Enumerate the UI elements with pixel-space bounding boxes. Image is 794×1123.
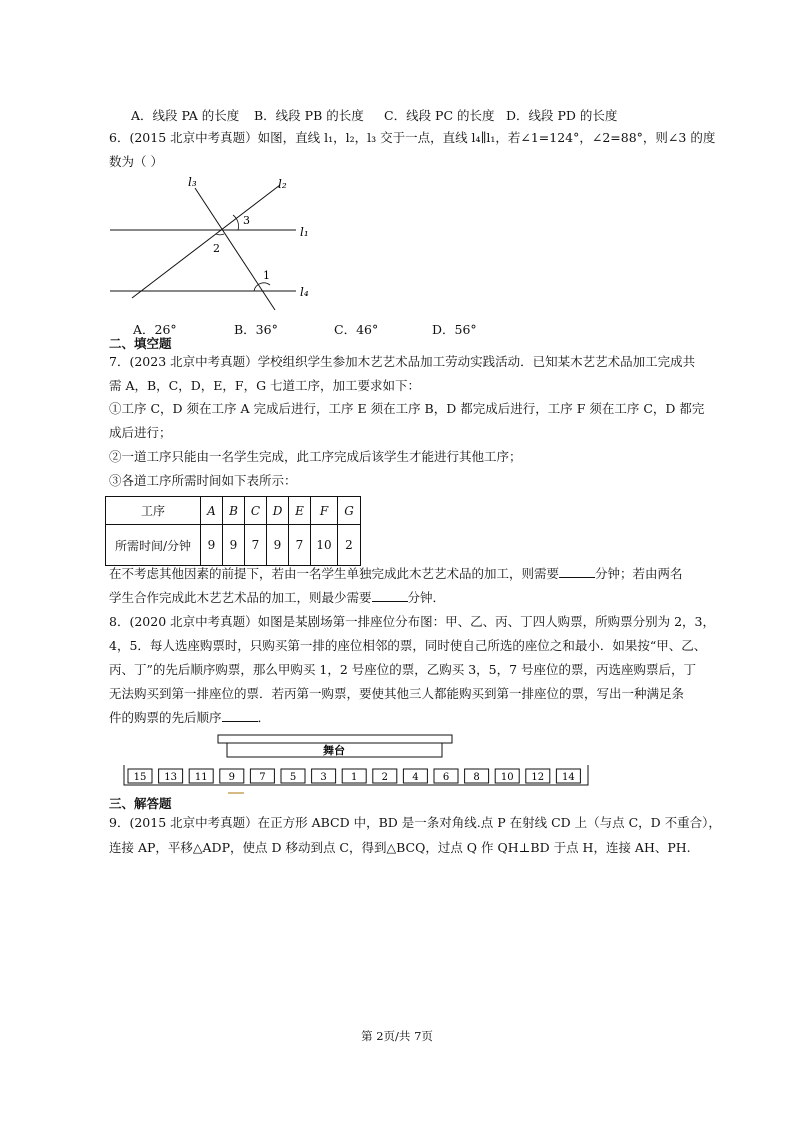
q8-text-line5-end: ． bbox=[257, 710, 271, 725]
theater-seating-figure bbox=[118, 733, 598, 803]
label-angle2: 2 bbox=[213, 242, 220, 255]
seat-number: 3 bbox=[320, 772, 327, 783]
q7-text-line6: ③各道工序所需时间如下表所示： bbox=[109, 473, 297, 488]
table-header-label: 工序 bbox=[106, 497, 201, 525]
seat-number: 9 bbox=[228, 772, 235, 783]
table-process-cell: C bbox=[245, 497, 267, 525]
seat-number: 2 bbox=[381, 772, 388, 783]
seat-number: 11 bbox=[194, 772, 208, 783]
section-3-title: 三、解答题 bbox=[109, 796, 172, 811]
table-time-cell: 7 bbox=[245, 525, 267, 566]
q5-option-c: C．线段 PC 的长度 bbox=[384, 108, 495, 123]
q7-answer-line1-text: 分钟；若由两名 bbox=[595, 566, 683, 581]
q7-text-line1: 7．(2023 北京中考真题）学校组织学生参加木艺艺术品加工劳动实践活动．已知某木艺艺术品加工完成共 bbox=[109, 354, 696, 369]
q8-text-line5 bbox=[109, 710, 270, 726]
q5-option-b: B．线段 PB 的长度 bbox=[254, 108, 364, 123]
q7-text-line3: ①工序 C，D 须在工序 A 完成后进行，工序 E 须在工序 B，D 都完成后进行，工序 F 须在工序 C，D 都完 bbox=[109, 401, 705, 416]
seat-number: 4 bbox=[412, 772, 419, 783]
answer-blank[interactable] bbox=[372, 590, 408, 602]
table-row-label: 所需时间/分钟 bbox=[106, 525, 201, 566]
q7-text-line2: 需 A，B，C，D，E，F，G 七道工序，加工要求如下： bbox=[109, 378, 421, 393]
q5-option-d: D．线段 PD 的长度 bbox=[506, 108, 618, 123]
q9-text-line1: 9．(2015 北京中考真题）在正方形 ABCD 中，BD 是一条对角线.点 P 在射线 CD 上（与点 C，D 不重合）， bbox=[109, 815, 721, 830]
q7-answer-line1 bbox=[109, 566, 683, 582]
seat-number: 5 bbox=[289, 772, 297, 783]
seat-number: 15 bbox=[133, 772, 147, 783]
stage-label: 舞台 bbox=[323, 744, 345, 757]
q7-answer-line2-text: 学生合作完成此木艺艺术品的加工，则最少需要 bbox=[109, 590, 372, 605]
q6-parallel-lines-figure bbox=[100, 170, 330, 320]
q9-text-line2: 连接 AP，平移△ADP，使点 D 移动到点 C，得到△BCQ，过点 Q 作 QH⊥BD 于点 H，连接 AH、PH. bbox=[109, 840, 691, 855]
q6-option-b: B．36° bbox=[234, 322, 278, 337]
label-angle1: 1 bbox=[263, 269, 270, 282]
label-l3: l₃ bbox=[188, 175, 197, 189]
seat-number: 12 bbox=[531, 772, 545, 783]
q6-text-line2: 数为（ ） bbox=[109, 154, 163, 169]
seat-number: 8 bbox=[473, 772, 480, 783]
table-time-cell: 9 bbox=[223, 525, 245, 566]
q8-text-line4: 无法购买到第一排座位的票．若丙第一购票，要使其他三人都能购买到第一排座位的票，写出一种满足条 bbox=[109, 686, 685, 701]
table-time-cell: 7 bbox=[289, 525, 311, 566]
answer-blank[interactable] bbox=[559, 566, 595, 578]
q8-text-line1: 8．(2020 北京中考真题）如图是某剧场第一排座位分布图：甲、乙、丙、丁四人购票，所购票分别为 2，3， bbox=[109, 614, 715, 629]
label-l2: l₂ bbox=[278, 177, 287, 191]
q6-option-a: A．26° bbox=[133, 322, 177, 337]
table-time-cell: 9 bbox=[201, 525, 223, 566]
seat-number: 13 bbox=[164, 772, 177, 783]
q7-text-line5: ②一道工序只能由一名学生完成，此工序完成后该学生才能进行其他工序； bbox=[109, 449, 522, 464]
table-process-cell: A bbox=[201, 497, 223, 525]
label-l1: l₁ bbox=[300, 225, 309, 239]
q8-text-line3: 丙、丁”的先后顺序购票，那么甲购买 1，2 号座位的票，乙购买 3，5，7 号座位的票，丙选座购票后，丁 bbox=[109, 662, 697, 677]
table-process-cell: E bbox=[289, 497, 311, 525]
table-time-cell: 10 bbox=[311, 525, 338, 566]
label-angle3: 3 bbox=[243, 214, 250, 227]
q6-option-d: D．56° bbox=[432, 322, 477, 337]
section-2-title: 二、填空题 bbox=[109, 336, 172, 351]
q6-text-line1: 6．(2015 北京中考真题）如图，直线 l₁，l₂，l₃ 交于一点，直线 l₄∥l₁，若∠1=124°，∠2=88°，则∠3 的度 bbox=[109, 130, 716, 145]
answer-blank[interactable] bbox=[222, 710, 258, 722]
seat-number: 7 bbox=[259, 772, 266, 783]
process-time-table bbox=[105, 496, 361, 566]
seat-number: 10 bbox=[500, 772, 514, 783]
table-process-cell: F bbox=[311, 497, 338, 525]
seat-number: 6 bbox=[442, 772, 450, 783]
q7-answer-line2 bbox=[109, 590, 445, 606]
q8-text-line2: 4，5．每人选座购票时，只购买第一排的座位相邻的票，同时使自己所选的座位之和最小．如果按“甲、乙、 bbox=[109, 638, 707, 653]
q7-answer-line1-text: 在不考虑其他因素的前提下，若由一名学生单独完成此木艺艺术品的加工，则需要 bbox=[109, 566, 560, 581]
q7-text-line4: 成后进行； bbox=[109, 425, 172, 440]
q6-option-c: C．46° bbox=[334, 322, 379, 337]
seat-number: 1 bbox=[351, 772, 358, 783]
table-process-cell: D bbox=[267, 497, 289, 525]
page-footer: 第 2页/共 7页 bbox=[361, 1029, 433, 1043]
q5-option-a: A．线段 PA 的长度 bbox=[131, 108, 240, 123]
table-process-cell: G bbox=[338, 497, 361, 525]
q7-answer-line2-text: 分钟． bbox=[407, 590, 446, 605]
table-time-cell: 2 bbox=[338, 525, 361, 566]
table-process-cell: B bbox=[223, 497, 245, 525]
label-l4: l₄ bbox=[300, 285, 309, 299]
q8-text-line5-text: 件的购票的先后顺序 bbox=[109, 710, 222, 725]
table-time-cell: 9 bbox=[267, 525, 289, 566]
seat-number: 14 bbox=[562, 772, 575, 783]
